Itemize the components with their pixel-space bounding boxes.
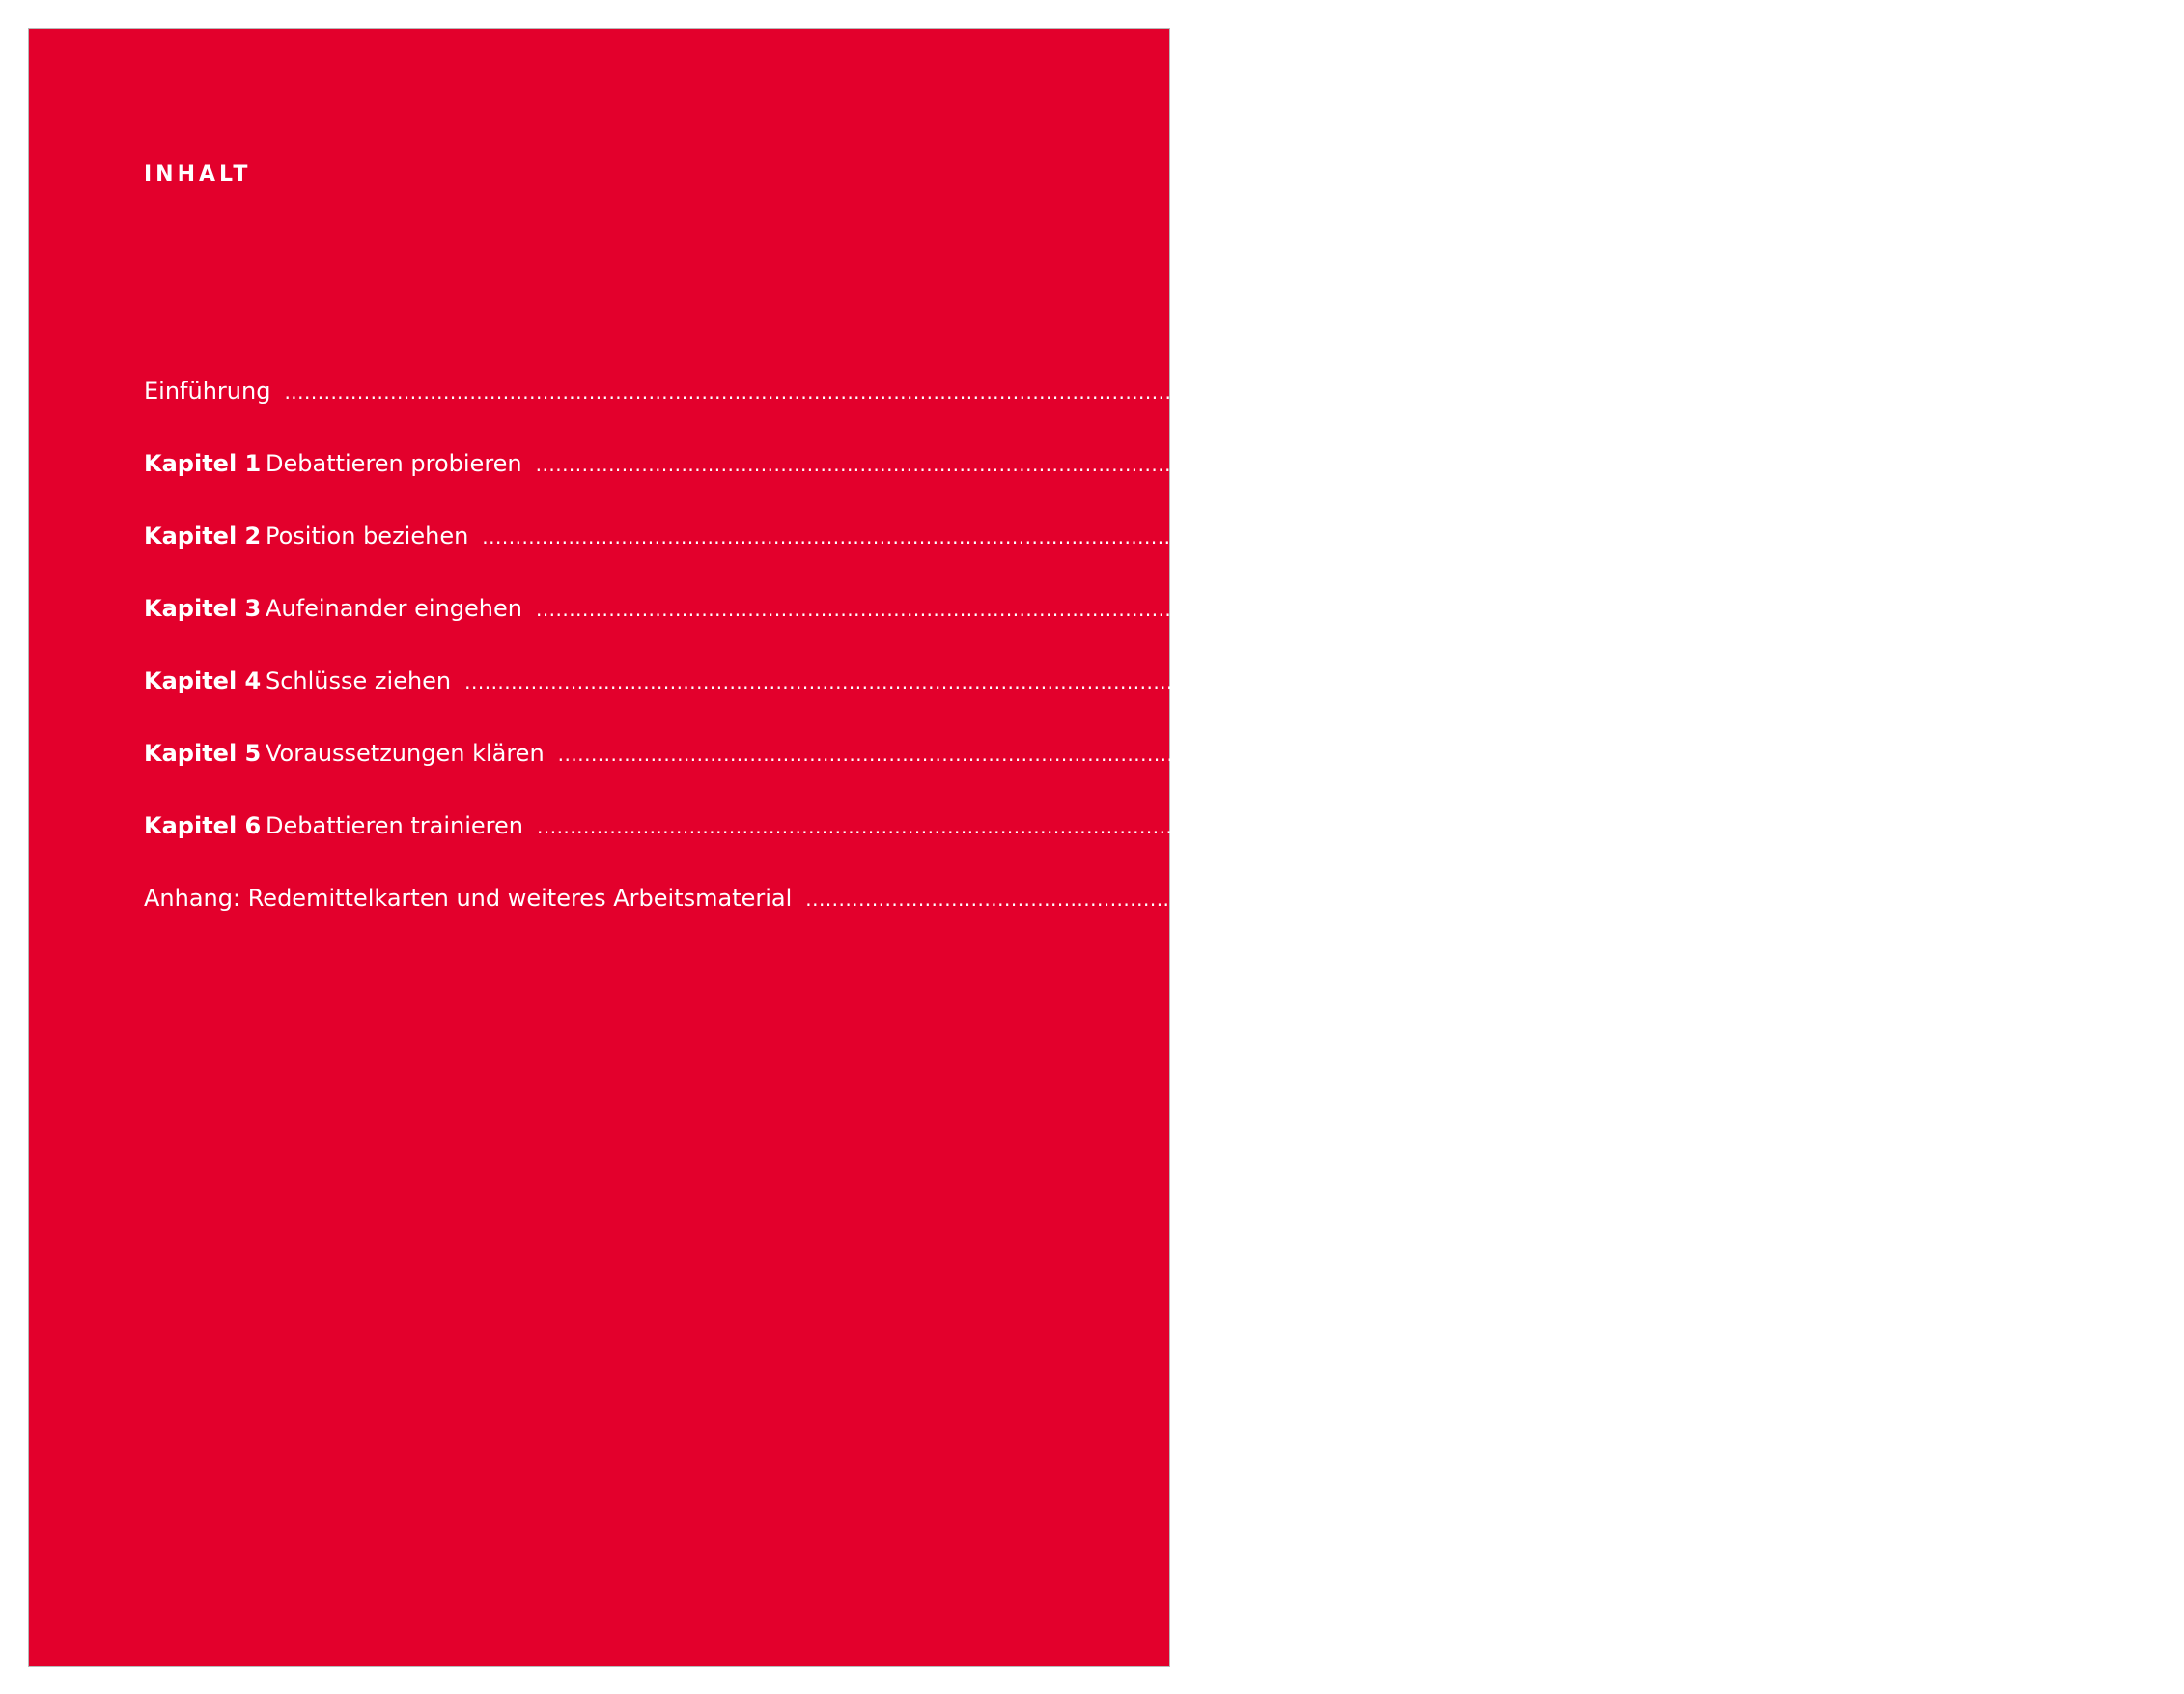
dot-leader: ........................................................................................................................................................................................................ [535,453,1861,476]
toc-entry-title: Position beziehen [266,522,469,550]
toc-entry-label: Kapitel 3 [144,595,262,622]
dot-leader: ........................................................................................................................................................................................................ [805,888,2130,911]
toc-entry-introduction[interactable] [144,377,1663,407]
toc-entry-page: 27 [1813,667,1843,694]
toc-entry-title: Voraussetzungen klären [266,740,545,767]
toc-entry-title: Debattieren probieren [266,450,522,477]
toc-entry-page: 19 [1884,595,1915,622]
dot-leader: ........................................................................................................................................................................................................ [535,598,1861,621]
dot-leader: ........................................................................................................................................................................................................ [482,525,1806,549]
toc-entry-chapter-1[interactable] [144,449,1915,479]
toc-entry-label: Kapitel 6 [144,812,262,839]
toc-entry-label: Kapitel 2 [144,522,262,550]
toc-entry-title: Anhang: Redemittelkarten und weiteres Arbeitsmaterial [144,885,793,912]
dot-leader: ........................................................................................................................................................................................................ [284,381,1609,404]
toc-entry-chapter-4[interactable] [144,666,1843,696]
toc-entry-title: Debattieren trainieren [266,812,523,839]
toc-entry-page: 3 [1647,378,1663,405]
dot-leader: ........................................................................................................................................................................................................ [464,670,1789,693]
toc-entry-page: 11 [1831,522,1861,550]
toc-entry-chapter-5[interactable] [144,739,1937,769]
toc-entry-page: 49 [2154,885,2184,912]
toc-entry-chapter-3[interactable] [144,594,1915,624]
page-title: INHALT [144,162,252,186]
toc-entry-title: Aufeinander eingehen [266,595,522,622]
toc-entry-appendix[interactable] [144,884,2184,914]
toc-entry-label: Kapitel 4 [144,667,262,694]
toc-entry-page: 39 [1885,812,1916,839]
toc-entry-chapter-6[interactable] [144,811,1916,841]
toc-entry-page: 4 [1898,450,1915,477]
contents-page [28,28,2184,1667]
dot-leader: ........................................................................................................................................................................................................ [557,743,1883,766]
toc-entry-title: Einführung [144,378,271,405]
toc-entry-label: Kapitel 1 [144,450,262,477]
dot-leader: ........................................................................................................................................................................................................ [537,815,1862,838]
toc-entry-chapter-2[interactable] [144,522,1861,551]
toc-entry-label: Kapitel 5 [144,740,262,767]
toc-entry-title: Schlüsse ziehen [266,667,452,694]
toc-entry-page: 34 [1906,740,1937,767]
